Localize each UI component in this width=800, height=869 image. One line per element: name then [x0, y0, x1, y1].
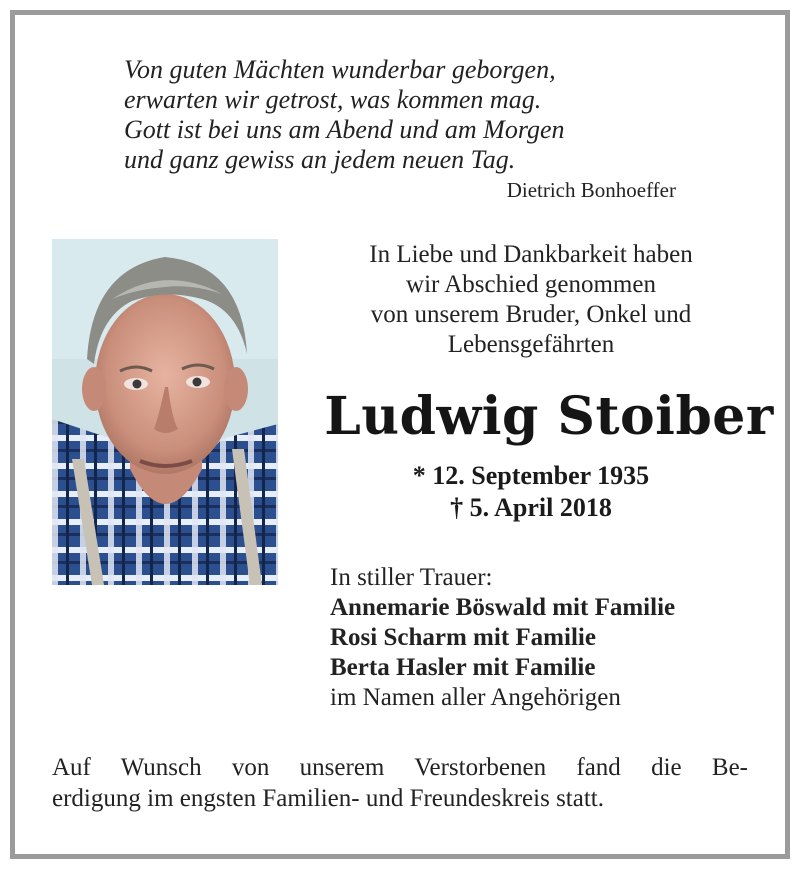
farewell-line: wir Abschied genommen [406, 271, 656, 298]
funeral-note [52, 752, 748, 814]
mourners-block [330, 563, 780, 713]
farewell-line: von unserem Bruder, Onkel und [370, 301, 692, 328]
deceased-name: Ludwig Stoiber [324, 386, 774, 447]
note-line: erdigung im engsten Familien- und Freundeskreis statt. [52, 785, 604, 812]
mourning-closing: im Namen aller Angehörigen [330, 684, 621, 711]
farewell-line: Lebensgefährten [447, 331, 615, 358]
death-date: † 5. April 2018 [450, 493, 612, 522]
birth-date: * 12. September 1935 [412, 461, 650, 490]
farewell-line: In Liebe und Dankbarkeit haben [369, 241, 693, 268]
poem-line: und ganz gewiss an jedem neuen Tag. [124, 145, 516, 174]
mourner-family: Annemarie Böswald mit Familie [330, 594, 676, 621]
poem-quote [124, 55, 684, 175]
life-dates [292, 460, 770, 524]
poem-line: Von guten Mächten wunderbar geborgen, [124, 55, 556, 84]
note-line: Auf Wunsch von unserem Verstorbenen fand die Be- [52, 754, 748, 781]
poem-line: Gott ist bei uns am Abend und am Morgen [124, 115, 565, 144]
poem-line: erwarten wir getrost, was kommen mag. [124, 85, 542, 114]
portrait-photo [52, 239, 278, 585]
mourner-family: Berta Hasler mit Familie [330, 654, 596, 681]
mourning-heading: In stiller Trauer: [330, 564, 493, 591]
poem-author: Dietrich Bonhoeffer [506, 178, 676, 202]
farewell-text [292, 240, 770, 360]
mourner-family: Rosi Scharm mit Familie [330, 624, 596, 651]
